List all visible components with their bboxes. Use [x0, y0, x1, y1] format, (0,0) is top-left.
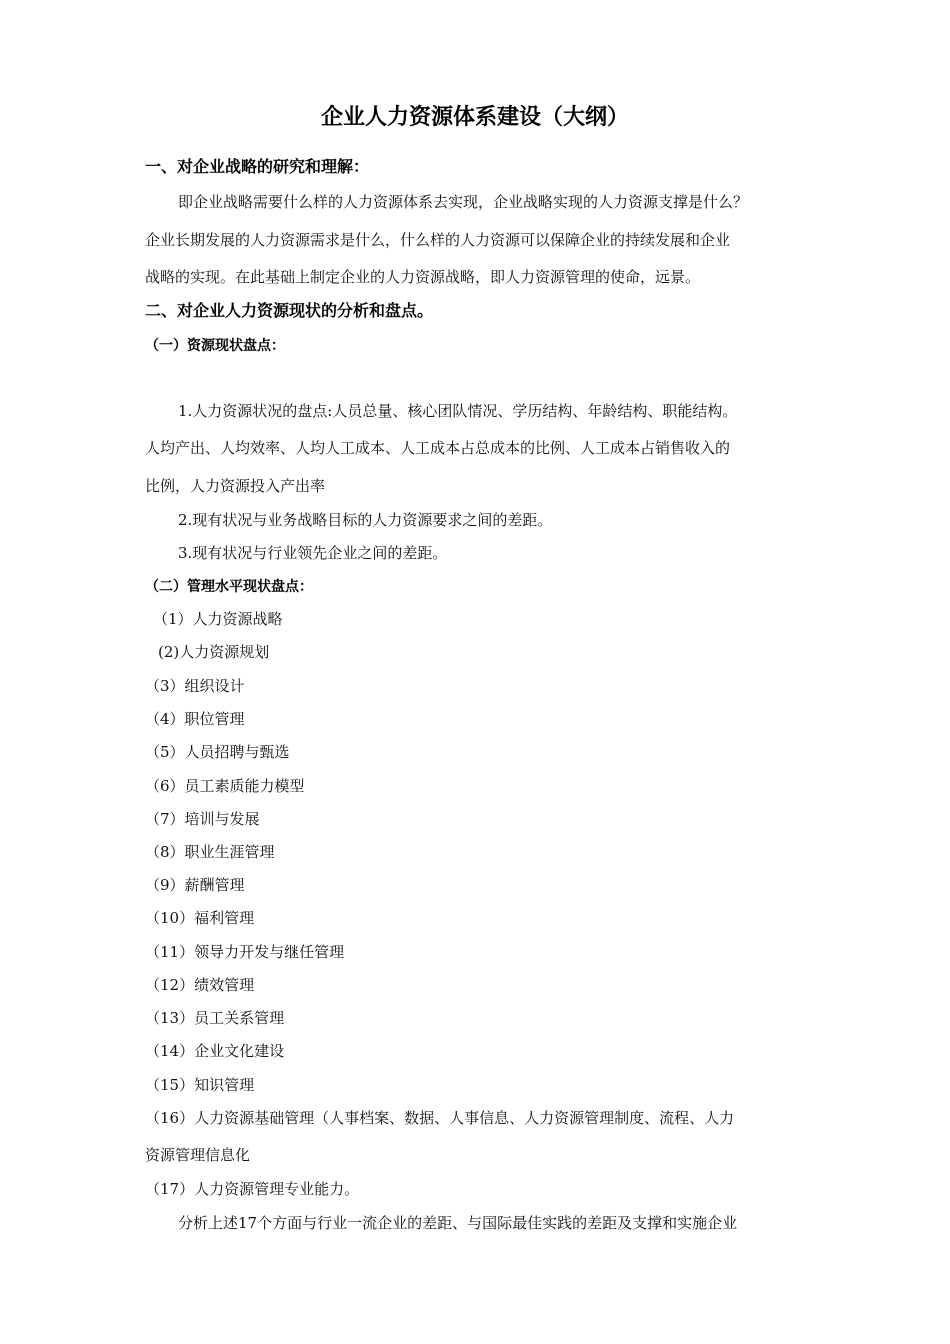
section2-heading: 二、对企业人力资源现状的分析和盘点。 — [145, 301, 434, 320]
sub2-item-15: （15）知识管理 — [145, 1076, 255, 1094]
sub2-item-13: （13）员工关系管理 — [145, 1009, 285, 1027]
sub1-item1-line-1: 1.人力资源状况的盘点:人员总量、核心团队情况、学历结构、年龄结构、职能结构。 — [178, 402, 738, 420]
sub2-heading: （二）管理水平现状盘点： — [145, 579, 313, 595]
sub2-item-2: (2)人力资源规划 — [158, 643, 270, 661]
sub2-item-6: （6）员工素质能力模型 — [145, 777, 305, 795]
sub2-item-11: （11）领导力开发与继任管理 — [145, 943, 345, 961]
sub2-item-5: （5）人员招聘与甄选 — [145, 743, 290, 761]
sub2-item-16-line-2: 资源管理信息化 — [145, 1146, 251, 1164]
sub1-item2: 2.现有状况与业务战略目标的人力资源要求之间的差距。 — [178, 511, 553, 529]
sub2-item-17: （17）人力资源管理专业能力。 — [145, 1180, 360, 1198]
sub2-analysis-line: 分析上述17个方面与行业一流企业的差距、与国际最佳实践的差距及支撑和实施企业 — [178, 1214, 738, 1232]
section1-heading: 一、对企业战略的研究和理解： — [145, 157, 370, 176]
sub2-item-3: （3）组织设计 — [145, 677, 245, 695]
sub2-item-16-line-1: （16）人力资源基础管理（人事档案、数据、人事信息、人力资源管理制度、流程、人力 — [145, 1109, 735, 1127]
sub2-item-1: （1）人力资源战略 — [153, 610, 283, 628]
section1-para-line-2: 企业长期发展的人力资源需求是什么，什么样的人力资源可以保障企业的持续发展和企业 — [145, 231, 731, 249]
sub2-item-12: （12）绩效管理 — [145, 976, 255, 994]
document-title: 企业人力资源体系建设（大纲） — [320, 105, 629, 130]
section1-para-line-3: 战略的实现。在此基础上制定企业的人力资源战略，即人力资源管理的使命，远景。 — [145, 268, 701, 286]
sub2-item-14: （14）企业文化建设 — [145, 1042, 285, 1060]
sub1-heading: （一）资源现状盘点： — [145, 338, 285, 354]
sub1-item3: 3.现有状况与行业领先企业之间的差距。 — [178, 544, 448, 562]
sub2-item-10: （10）福利管理 — [145, 909, 255, 927]
sub1-item1-line-2: 人均产出、人均效率、人均人工成本、人工成本占总成本的比例、人工成本占销售收入的 — [145, 439, 731, 457]
sub2-item-4: （4）职位管理 — [145, 710, 245, 728]
sub2-item-9: （9）薪酬管理 — [145, 876, 245, 894]
sub2-item-7: （7）培训与发展 — [145, 810, 260, 828]
sub1-item1-line-3: 比例，人力资源投入产出率 — [145, 477, 326, 495]
section1-para-line-1: 即企业战略需要什么样的人力资源体系去实现，企业战略实现的人力资源支撑是什么？ — [178, 193, 749, 211]
sub2-item-8: （8）职业生涯管理 — [145, 843, 275, 861]
